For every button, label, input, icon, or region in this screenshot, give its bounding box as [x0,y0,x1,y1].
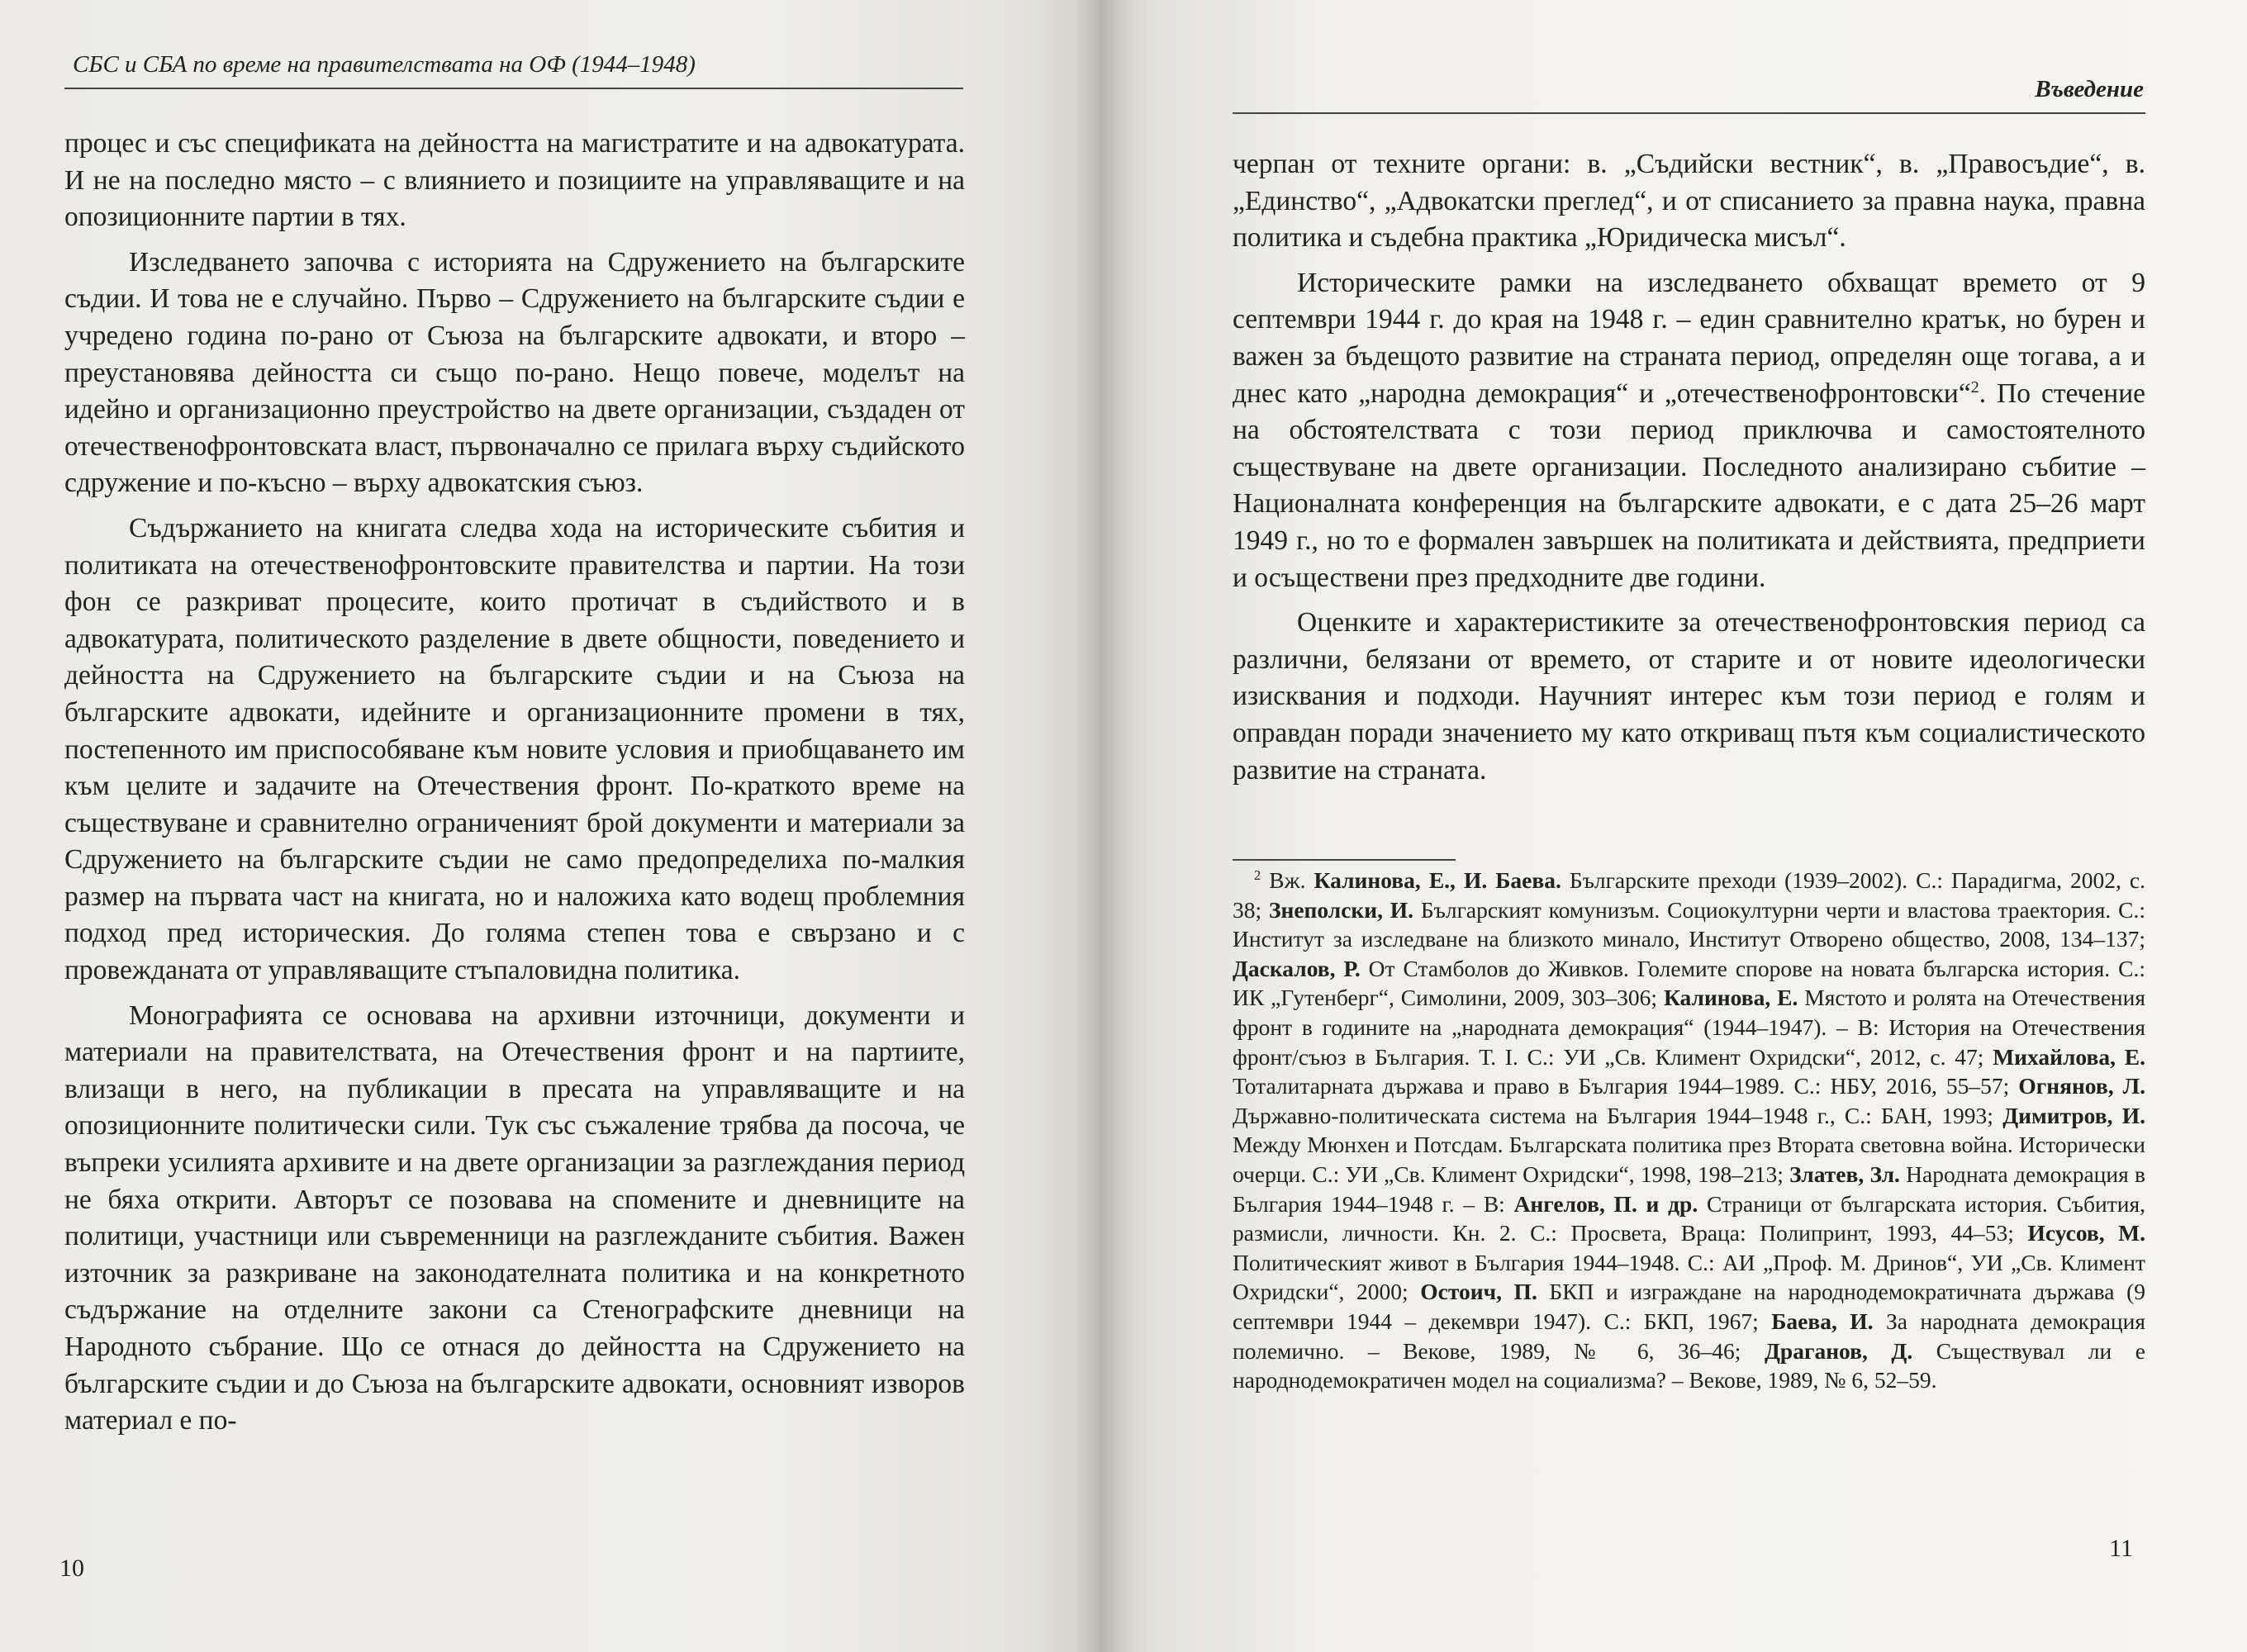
left-running-head: СБС и СБА по време на правителствата на ОФ (1944–1948) [73,51,696,78]
footnote-segment: БКП и изграждане на народнодемократичната държава (9 септември 1944 – декември 1947). С.: БКП, 1967; [1233,1279,2145,1334]
footnote-segment: Политическият живот в България 1944–1948. С.: АИ „Проф. М. Дринов“, УИ „Св. Климент Охридски“, 2000; [1233,1249,2145,1305]
footnote-number: 2 [1254,866,1261,883]
left-paragraph-4: Монографията се основава на архивни източници, документи и материали на правителствата, на Отечествения фронт и на партиите, влизащи в него, на публикации в пресата на управляващите и на опозиционните политически сили. Тук със съжаление трябва да посоча, че въпреки усилията архивите и на двете организации за разглеждания период не бяха открити. Авторът се позовава на спомените и дневниците на политици, участници или съвременници на разглежданите събития. Важен източник за разкриване на законодателната политика и на конкретното съдържание на отделните закони са Стенографските дневници на Народното събрание. Що се отнася до дейността на Сдружението на българските съдии и до Съюза на българските адвокати, основният изворов материал е по- [64,999,965,1436]
footnote-author: Драганов, Д. [1765,1337,1913,1364]
footnote-segment: Тоталитарната държава и право в България 1944–1989. С.: НБУ, 2016, 55–57; [1233,1073,2019,1099]
right-body-text [1233,146,2145,797]
footnote-segment: Вж. [1261,867,1314,893]
footnote-segment: Българските преходи (1939–2002). С.: Парадигма, 2002, с. 38; [1233,867,2145,923]
left-paragraph-2: Изследването започва с историята на Сдружението на българските съдии. И това не е случайно. Първо – Сдружението на българските съдии е учредено година по-рано от Съюза на българските адвокати, и второ – преустановява дейността си също по-рано. Нещо повече, моделът на идейно и организационно преустройство на двете организации, създаден от отечественофронтовската власт, първоначално се прилага върху съдийското сдружение и по-късно – върху адвокатския съюз. [64,246,965,499]
right-page-number: 11 [2109,1535,2133,1562]
footnote-author: Калинова, Е. [1663,985,1798,1011]
left-paragraph-3: Съдържанието на книгата следва хода на историческите събития и политиката на отечественофронтовските правителства и партии. На този фон се разкриват процесите, които протичат в съдийството и в адвокатурата, политическото разделение в двете общности, поведението и дейността на Сдружението на българските съдии и на Съюза на българските адвокати, идейните и организационните промени в тях, постепенното им приспособяване към новите условия и приобщаването им към целите и задачите на Отечествения фронт. По-краткото време на съществуване и сравнително ограниченият брой документи и материали за Сдружението на българските съдии не само предопределиха по-малкия размер на първата част на книгата, но и наложиха като водещ проблемния подход пред историческия. До голяма степен това е свързано и с провежданата от управляващите стъпаловидна политика. [64,512,965,986]
footnote-segment: Страници от българската история. Събития, размисли, личности. Кн. 2. С.: Просвета, Враца: Полипринт, 1993, 44–53; [1233,1190,2145,1246]
footnote-segment: От Стамболов до Живков. Големите спорове на новата българска история. С.: ИК „Гутенберг“, Симолини, 2009, 303–306; [1233,955,2145,1011]
footnote-author: Ангелов, П. и др. [1513,1190,1698,1217]
right-paragraph-1: черпан от техните органи: в. „Съдийски вестник“, в. „Правосъдие“, в. „Единство“, „Адвокатски преглед“, и от списанието за правна наука, правна политика и съдебна практика „Юридическа мисъл“. [1233,149,2145,254]
footnote-author: Златев, Зл. [1789,1161,1900,1187]
footnote-2 [1233,866,2145,1395]
footnote-segment: Българският комунизъм. Социокултурни черти и властова траектория. С.: Институт за изследване на близкото минало, Институт Отворено общество, 2008, 134–137; [1233,896,2145,952]
left-page [0,0,1099,1652]
footnote-rule [1233,859,1456,861]
footnote-author: Исусов, М. [2027,1220,2145,1246]
right-head-rule [1233,112,2145,114]
footnote-segment: Между Мюнхен и Потсдам. Българската политика през Втората световна война. Исторически очерци. С.: УИ „Св. Климент Охридски“, 1998, 198–213; [1233,1132,2145,1187]
footnote-author: Димитров, И. [2002,1102,2145,1128]
left-head-rule [64,88,963,89]
footnote-author: Михайлова, Е. [1993,1043,2145,1070]
footnote-author: Даскалов, Р. [1233,955,1361,981]
footnote-segment: За народната демокрация полемично. – Векове, 1989, № 6, 36–46; [1233,1308,2145,1364]
right-page [1099,0,2247,1652]
footnote-author: Калинова, Е., И. Баева. [1314,867,1561,893]
left-paragraph-1: процес и със спецификата на дейността на магистратите и на адвокатурата. И не на последно място – с влиянието и позициите на управляващите и на опозиционните партии в тях. [64,128,965,233]
right-paragraph-2-cont: По стечение на обстоятелствата с този период приключва и самостоятелното съществуване на двете организации. Последното анализирано събитие – Националната конференция на българските адвокати, е с дата 25–26 март 1949 г., но то е формален завършек на политиката и действията, предприети и осъществени през предходните две години. [1233,377,2145,593]
footnote-text [1233,866,2145,1395]
footnote-segment: Мястото и ролята на Отечествения фронт в годините на „народната демокрация“ (1944–1947). – В: История на Отечествения фронт/съюз в България. Т. I. С.: УИ „Св. Климент Охридски“, 2012, с. 47; [1233,985,2145,1070]
right-running-head: Въведение [2035,76,2144,102]
footnote-segment: Народната демокрация в България 1944–1948 г. – В: [1233,1161,2145,1217]
footnote-author: Баева, И. [1771,1308,1874,1334]
right-paragraph-2-text: Историческите рамки на изследването обхващат времето от 9 септември 1944 г. до края на 1948 г. – един сравнително кратък, но бурен и важен за бъдещото развитие на страната период, определян още тогава, а и днес като „народна демокрация“ и „отечественофронтовски“ [1233,267,2145,409]
right-paragraph-2: Историческите рамки на изследването обхващат времето от 9 септември 1944 г. до края на 1948 г. – един сравнително кратък, но бурен и важен за бъдещото развитие на страната период, определян още тогава, а и днес като „народна демокрация“ и „отечественофронтовски“$^2$. По стечение на обстоятелствата с този период приключва и самостоятелното съществуване на двете организации. Последното анализирано събитие – Националната конференция на българските адвокати, е с дата 25–26 март 1949 г., но то е формален завършек на политиката и действията, предприети и осъществени през предходните две години. [1233,267,2145,593]
footnote-segment: Съществувал ли е народнодемократичен модел на социализма? – Векове, 1989, № 6, 52–59. [1233,1337,2145,1393]
right-paragraph-3: Оценките и характеристиките за отечественофронтовския период са различни, белязани от времето, от старите и от новите идеологически изисквания и подходи. Научният интерес към този период е голям и оправдан поради значението му като откриващ пътя към социалистическото развитие на страната. [1233,607,2145,786]
left-body-text [64,126,965,1448]
footnote-reference-mark[interactable]: 2 [1970,377,1979,396]
left-page-number: 10 [59,1555,84,1582]
footnote-author: Остоич, П. [1420,1279,1537,1305]
footnote-segment: Държавно-политическата система на България 1944–1948 г., С.: БАН, 1993; [1233,1102,2003,1128]
footnote-author: Огнянов, Л. [2018,1073,2145,1099]
footnote-author: Знеполски, И. [1268,896,1414,923]
